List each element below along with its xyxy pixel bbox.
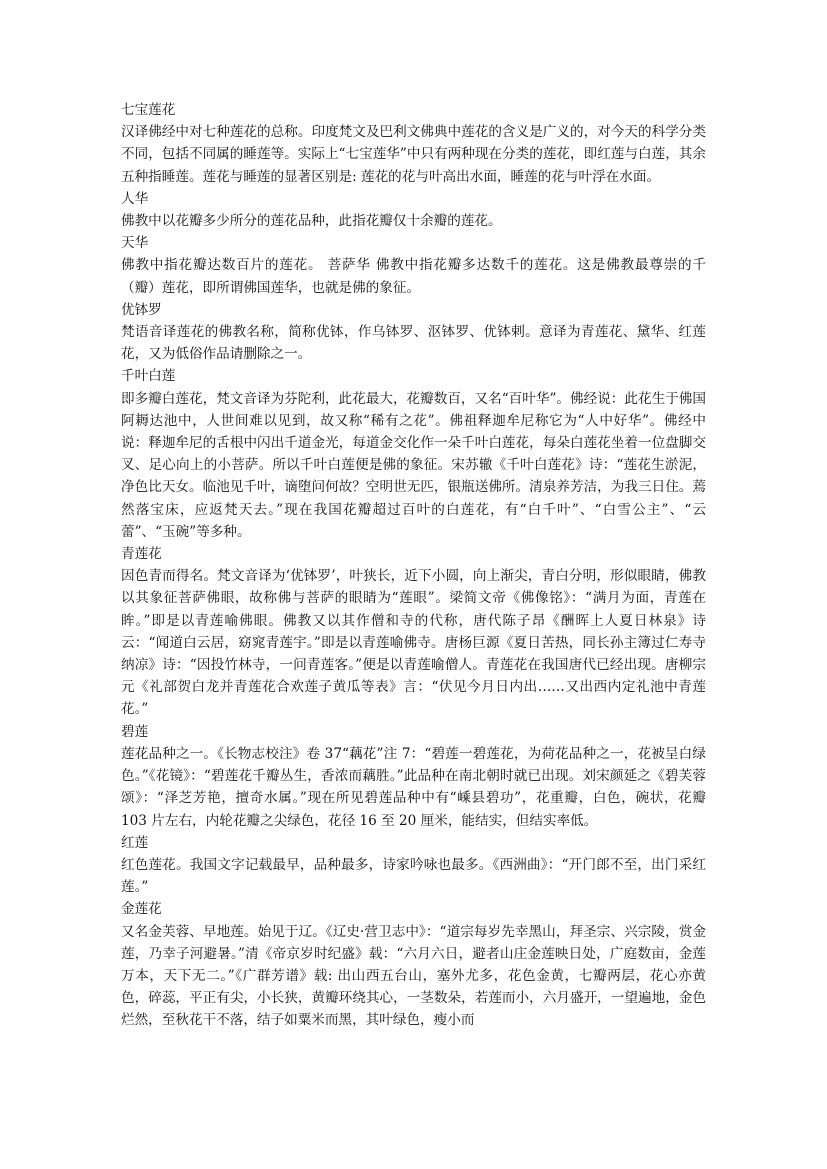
entry-body-qianye-bailian: 即多瓣白莲花，梵文音译为芬陀利，此花最大，花瓣数百，又名“百叶华”。佛经说：此花生于佛国阿耨达池中，人世间难以见到，故又称“稀有之花”。佛祖释迦牟尼称它为“人中好华”。佛经中说：释迦牟尼的舌根中闪出千道金光，每道金交化作一朵千叶白莲花，每朵白莲花坐着一位盘脚交叉、足心向上的小菩萨。所以千叶白莲便是佛的象征。宋苏辙《千叶白莲花》诗：“莲花生淤泥，净色比天女。临池见千叶，谪堕问何故？空明世无匹，银瓶送佛所。清泉养芳洁，为我三日住。蔫然落宝床，应返梵天去。”现在我国花瓣超过百叶的白莲花，有“白千叶”、“白雪公主”、“云蕾”、“玉碗”等多种。 bbox=[121, 390, 706, 540]
entry-title-qianye-bailian: 千叶白莲 bbox=[121, 368, 176, 385]
entry-title-youboluo: 优钵罗 bbox=[121, 301, 162, 318]
entry-body-jin-lianhua: 又名金芙蓉、早地莲。始见于辽。《辽史·营卫志中》：“道宗每岁先幸黑山，拜圣宗、兴宗陵，赏金莲，乃幸子河避暑。”清《帝京岁时纪盛》载：“六月六日，避者山庄金莲映日处，广庭数亩，金莲万本，天下无二。”《广群芳谱》载: 出山西五台山，塞外尤多，花色金黄，七瓣两层，花心亦黄色，碎蕊，平正有尖，小长狭，黄瓣环绕其心，一茎数朵，若莲而小，六月盛开，一望遍地，金色烂然，至秋花干不落，结子如粟米而黑，其叶绿色，瘦小而 bbox=[121, 923, 706, 1029]
entry-title-renhua: 人华 bbox=[121, 190, 149, 207]
entry-title-bilian: 碧莲 bbox=[121, 723, 149, 740]
entry-body-youboluo: 梵语音译莲花的佛教名称，简称优钵，作乌钵罗、沤钵罗、优钵剌。意译为青莲花、黛华、红莲花，又为低俗作品请删除之一。 bbox=[121, 324, 706, 363]
entry-body-honglian: 红色莲花。我国文字记载最早，品种最多，诗家吟咏也最多。《西洲曲》：“开门郎不至，出门采红莲。” bbox=[121, 856, 706, 896]
entry-title-jin-lianhua: 金莲花 bbox=[121, 901, 162, 918]
entry-title-qibao-lianhua: 七宝莲花 bbox=[121, 102, 176, 118]
entry-title-honglian: 红莲 bbox=[121, 834, 149, 851]
entry-body-tianhua: 佛教中指花瓣达数百片的莲花。 菩萨华 佛教中指花瓣多达数千的莲花。这是佛教最尊崇的千（瓣）莲花，即所谓佛国莲华，也就是佛的象征。 bbox=[121, 257, 706, 296]
entry-title-tianhua: 天华 bbox=[121, 235, 149, 252]
entry-body-bilian: 莲花品种之一。《长物志校注》卷 37“藕花”注 7：“碧莲一碧莲花，为荷花品种之一，花被呈白绿色。”《花镜》：“碧莲花千瓣丛生，香浓而藕胜。”此品种在南北朝时就已出现。刘宋颜延之《碧芙蓉颂》：“泽芝芳艳，擅奇水属。”现在所见碧莲品种中有“嵊县碧功”，花重瓣，白色，碗状，花瓣 103 片左右，内轮花瓣之尖绿色，花径 16 至 20 厘米，能结实，但结实率低。 bbox=[121, 745, 706, 829]
document-page bbox=[121, 99, 706, 1032]
entry-title-qing-lianhua: 青莲花 bbox=[121, 546, 162, 563]
entry-body-qibao-lianhua: 汉译佛经中对七种莲花的总称。印度梵文及巴利文佛典中莲花的含义是广义的，对今天的科学分类不同，包括不同属的睡莲等。实际上“七宝莲华”中只有两种现在分类的莲花，即红莲与白莲，其余五种指睡莲。莲花与睡莲的显著区别是: 莲花的花与叶高出水面，睡莲的花与叶浮在水面。 bbox=[121, 124, 706, 185]
entry-body-renhua: 佛教中以花瓣多少所分的莲花品种，此指花瓣仅十余瓣的莲花。 bbox=[121, 213, 502, 230]
entry-body-qing-lianhua: 因色青而得名。梵文音译为‘优钵罗’，叶狭长，近下小圆，向上渐尖，青白分明，形似眼睛，佛教以其象征菩萨佛眼，故称佛与菩萨的眼睛为“莲眼”。梁简文帝《佛像铭》：“满月为面，青莲在眸。”即是以青莲喻佛眼。佛教又以其作僧和寺的代称，唐代陈子昂《酬晖上人夏日林泉》诗云：“闻道白云居，窈窕青莲宇。”即是以青莲喻佛寺。唐杨巨源《夏日苦热，同长孙主簿过仁寿寺纳凉》诗：“因投竹林寺，一问青莲客。”便是以青莲喻僧人。青莲花在我国唐代已经出现。唐柳宗元《礼部贺白龙并青莲花合欢莲子黄瓜等表》言：“伏见今月日内出……又出西内定礼池中青莲花。” bbox=[121, 568, 706, 718]
